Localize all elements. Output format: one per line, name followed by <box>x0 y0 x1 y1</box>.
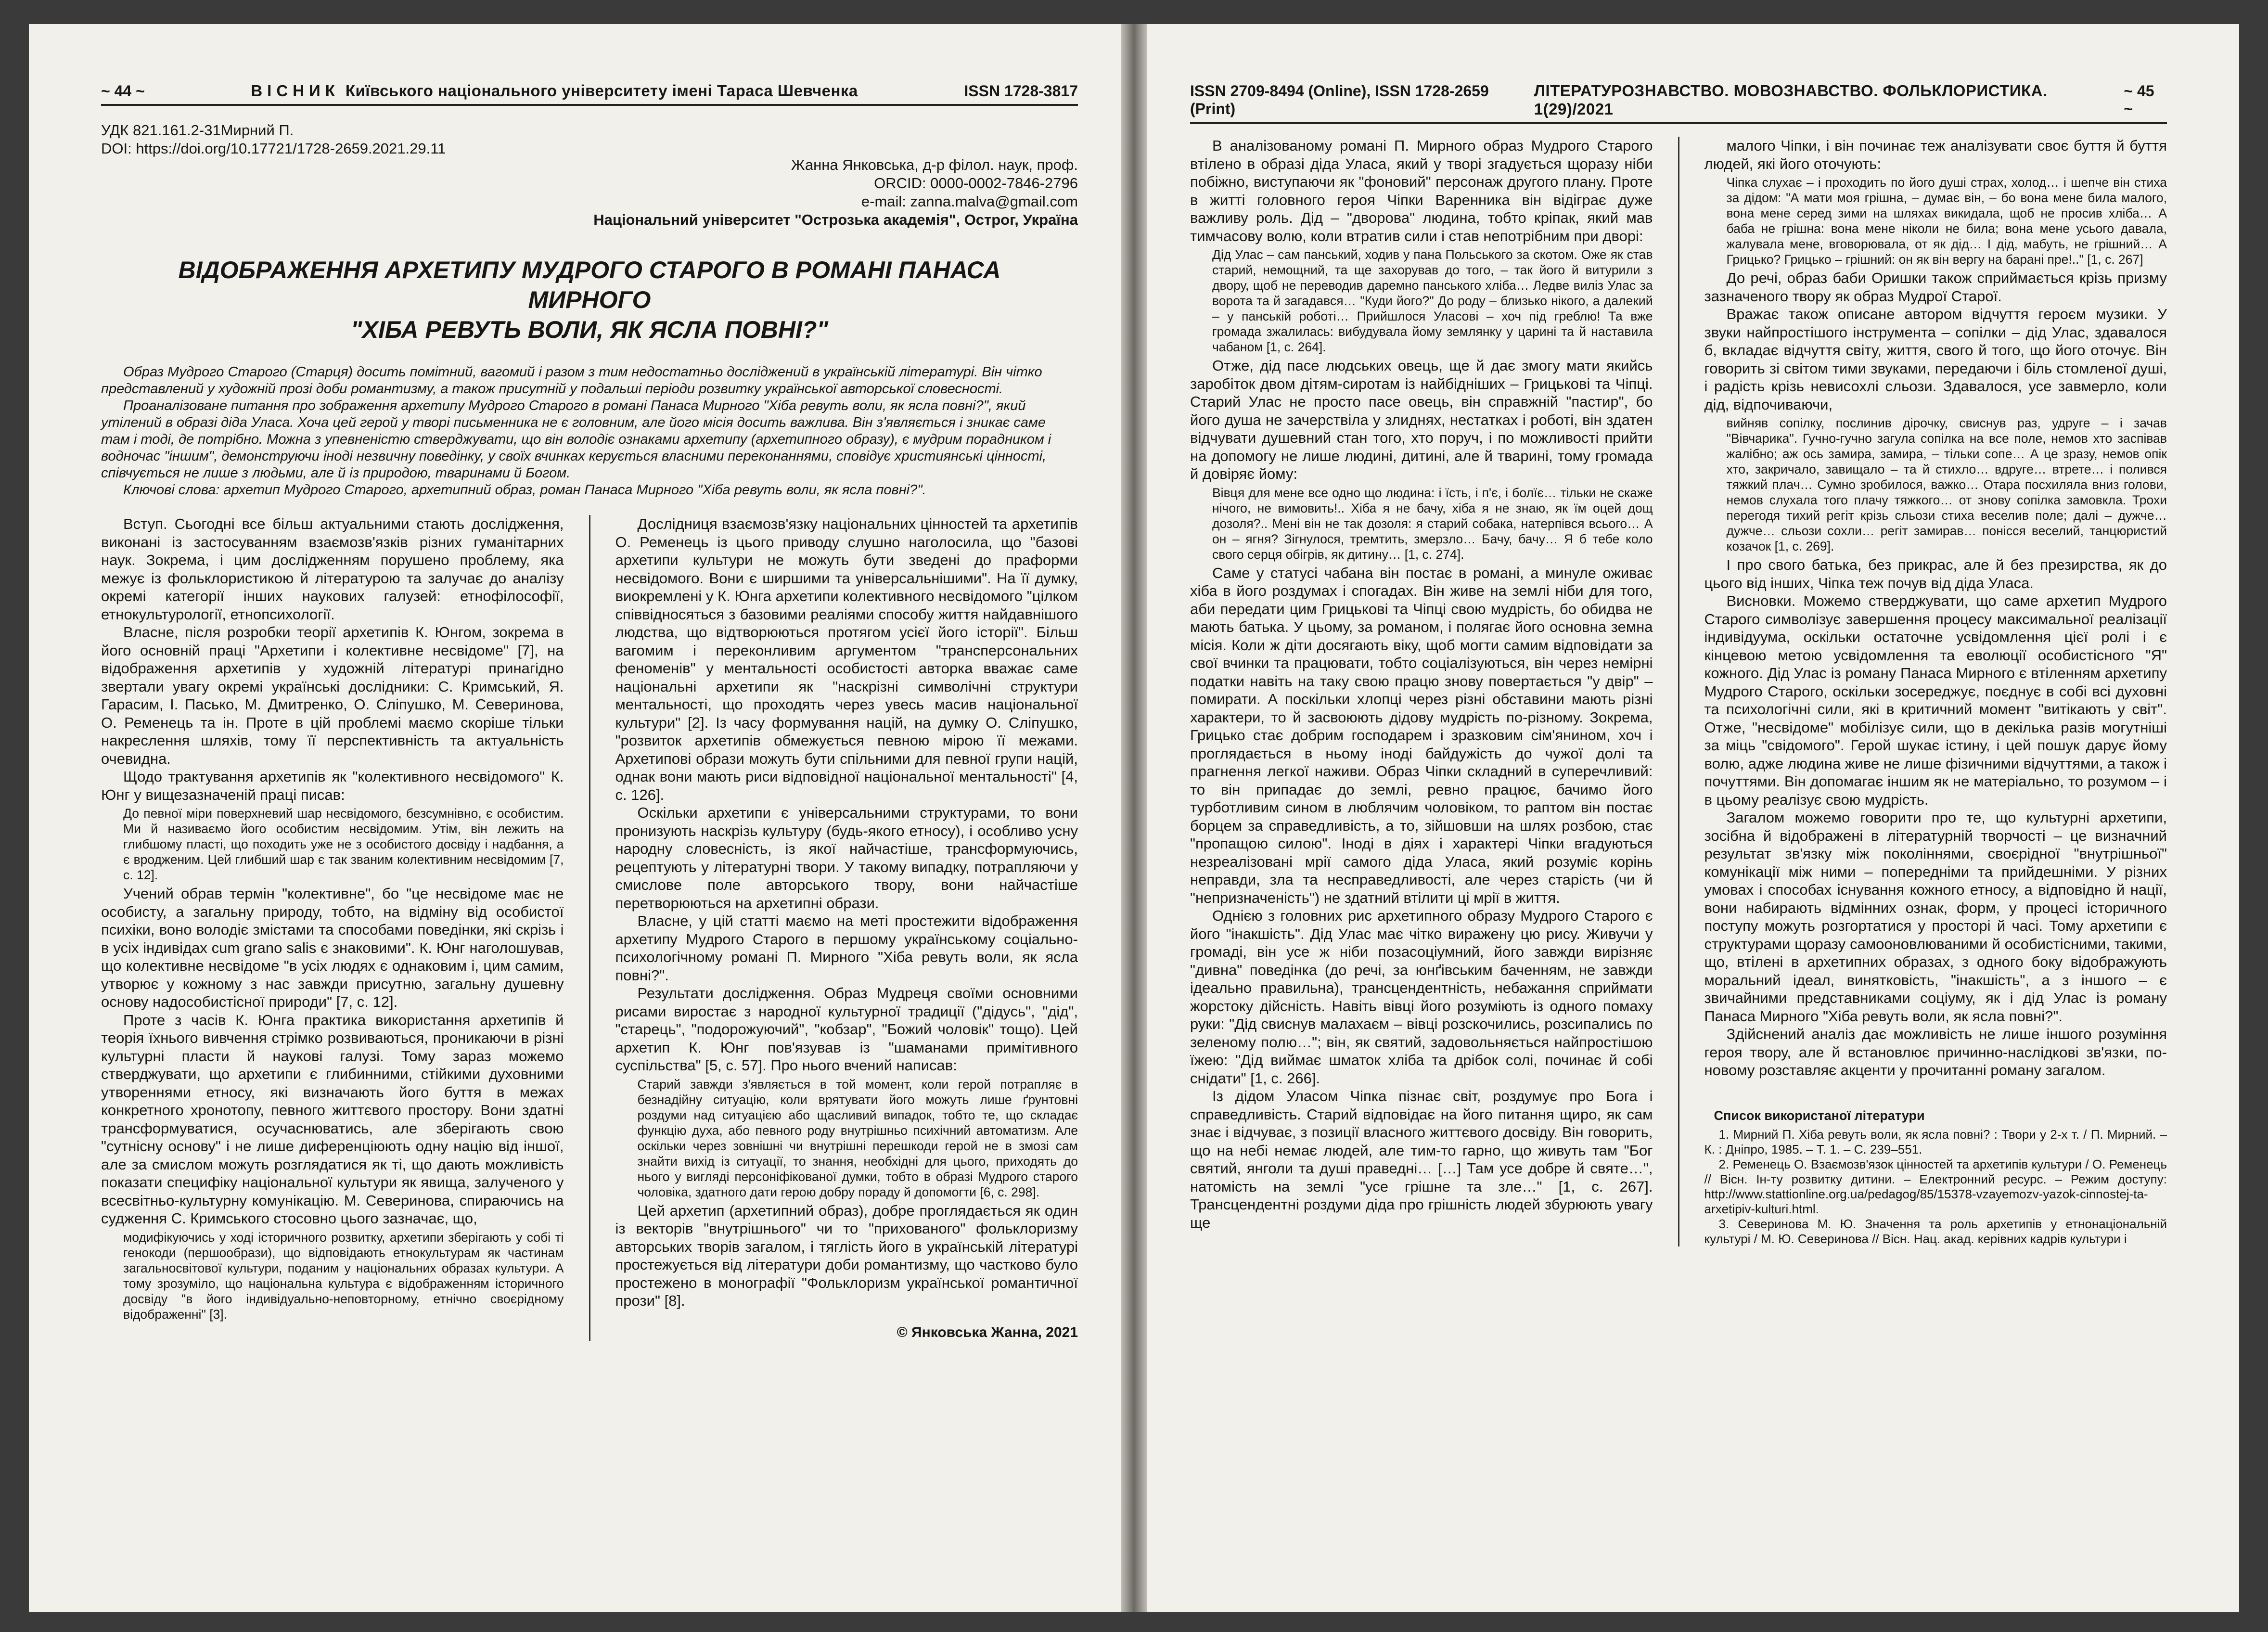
column-right-2 <box>1704 137 2167 1246</box>
body-paragraph: Вражає також описане автором відчуття героєм музики. У звуки найпростішого інструмента – сопілки – дід Улас, здавалося б, вкладає відчуття світу, життя, свого й того, що його оточує. Він говорить зі світом тими звуками, передаючи і біль стомленої душі, і радість крізь невисохлі сльози. Здавалося, усе завмерло, коли дід, відпочиваючи, <box>1704 306 2167 413</box>
body-paragraph: Дослідниця взаємозв'язку національних цінностей та архетипів О. Ременець із цього приводу слушно наголосила, що "базові архетипи культури не можуть бути зведені до праформи несвідомого. Вони є ширшими та універсальнішими". На її думку, виокремлені у К. Юнга архетипи колективного несвідомого "цілком співвідносяться з базовими реаліями способу життя найдавнішого людства, що відтворюються протягом усієї його історії". Більш вагомим і переконливим аргументом "трансперсональних феноменів" у ментальності особистості авторка вважає саме національні архетипи як "наскрізні символічні структури ментальності, що проходять через увесь масив національної культури" [2]. Із часу формування націй, на думку О. Сліпушко, "розвиток архетипів обмежується певною мірою її межами. Архетипові образи можуть бути спільними для певної групи націй, однак вони мають риси відповідної національної ментальності" [4, с. 126]. <box>615 515 1078 803</box>
body-paragraph: Однією з головних рис архетипного образу Мудрого Старого є його "інакшість". Дід Улас має чітко виражену цю рису. Живучи у громаді, він усе ж ніби позасоціумний, його завжди вирізняє "дивна" поведінка (до речі, за юнґівським баченням, не завжди ідеально правильна), трансцендентність, небажання сприймати жорстоку дійсність. Навіть вівці його розуміють із одного помаху руки: "Дід свиснув малахаєм – вівці розскочились, розсипались по зеленому полю…"; він, як святий, задовольняється найпростішою їжею: "Дід виймає шматок хліба та дрібок солі, починає й собі снідати" [1, с. 266]. <box>1190 907 1653 1087</box>
journal-title-left: ВІСНИК Київського національного університету імені Тараса Шевченка <box>251 82 858 100</box>
running-header-left <box>101 82 1078 106</box>
body-paragraph: Висновки. Можемо стверджувати, що саме архетип Мудрого Старого символізує завершення процесу максимальної реалізації індивідуума, оскільки остаточне усвідомлення цієї ролі і є кінцевою метою усвідомлення та еволюції особистісного "Я" кожного. Дід Улас із роману Панаса Мирного є втіленням архетипу Мудрого Старого, оскільки зосереджує, поєднує в собі всі духовні та психологічні сили, які в критичний момент "витікають у світ". Отже, "несвідоме" мобілізує сили, що в декілька разів могутніші за міць "свідомого". Герой шукає істину, і цей пошук дарує йому волю, адже людина живе не лише фізичними відчуттями, а також і почуттями. Він допомагає іншим як не матеріально, то розумом – і в цьому реалізує свою мудрість. <box>1704 592 2167 808</box>
reference-item: 1. Мирний П. Хіба ревуть воли, як ясла повні? : Твори у 2-х т. / П. Мирний. – К. : Дніпро, 1985. – Т. 1. – С. 239–551. <box>1704 1127 2167 1157</box>
page-number-left: ~ 44 ~ <box>101 82 145 100</box>
right-page <box>1147 24 2239 1612</box>
running-header-right <box>1190 82 2167 124</box>
block-quote: модифікуючись у ході історичного розвитку, архетипи зберігають у собі ті генокоди (першообрази), що відповідають етнокультурам як частинам загальносвітової культури, поданим у національних образах культури. А тому зрозуміло, що національна культура є відображенням історичного досвіду "в його індивідуально-неповторному, етнічно своєрідному відображенні" [3]. <box>123 1230 564 1322</box>
body-paragraph: До речі, образ баби Оришки також сприймається крізь призму зазначеного твору як образ Мудрої Старої. <box>1704 270 2167 305</box>
doi-link[interactable]: DOI: https://doi.org/10.17721/1728-2659.2021.29.11 <box>101 140 446 157</box>
author-email[interactable]: e-mail: zanna.malva@gmail.com <box>861 193 1078 210</box>
udc-code: УДК 821.161.2-31Мирний П. <box>101 122 294 139</box>
copyright: © Янковська Жанна, 2021 <box>897 1324 1078 1340</box>
body-paragraph: Цей архетип (архетипний образ), добре проглядається як один із векторів "внутрішнього" чи то "прихованого" фольклоризму авторських творів загалом, і тяглість його в українській літературі простежується від літератури доби романтизму, що частково було простежено в монографії "Фольклоризм української романтичної прози" [8]. <box>615 1202 1078 1309</box>
body-paragraph: Здійснений аналіз дає можливість не лише іншого розуміння героя твору, але й встановлює причинно-наслідкові зв'язки, по-новому розставляє акценти у прочитанні роману загалом. <box>1704 1026 2167 1079</box>
article-meta <box>101 121 1078 158</box>
body-paragraph: Щодо трактування архетипів як "колективного несвідомого" К. Юнг у вищезазначеній праці писав: <box>101 768 564 803</box>
reference-item: 2. Ременець О. Взаємозв'язок цінностей та архетипів культури / О. Ременець // Вісн. Ін-ту розвитку дитини. – Електронний ресурс. – Режим доступу: http://www.stattionline.org.ua/pedagog/85/15378-vzayemozv-yazok-cinnostej-ta-arxetipiv-kulturi.html. <box>1704 1157 2167 1216</box>
abstract <box>101 364 1078 499</box>
column-left-1 <box>101 515 564 1341</box>
journal-title-right: ЛІТЕРАТУРОЗНАВСТВО. МОВОЗНАВСТВО. ФОЛЬКЛОРИСТИКА. 1(29)/2021 <box>1534 82 2048 118</box>
references-list <box>1704 1127 2167 1246</box>
abstract-paragraph: Проаналізоване питання про зображення архетипу Мудрого Старого в романі Панаса Мирного "Хіба ревуть воли, як ясла повні?", який утілений в образі діда Уласа. Хоча цей герой у творі письменника не є головним, але його місія досить важлива. Він з'являється і зникає саме там і тоді, де потрібно. Можна з упевненістю стверджувати, що він володіє ознаками архетипу (архетипного образу), є мудрим порадником і водночас "іншим", демонструючи іноді незвичну поведінку, у своїх вчинках керується власними переконаннями, сповідує християнські цінності, співчується не лише з людьми, але й із природою, тваринами й Богом. <box>101 398 1051 481</box>
issn-right: ISSN 2709-8494 (Online), ISSN 1728-2659 (Print) <box>1190 82 1489 117</box>
block-quote: До певної міри поверхневий шар несвідомого, безсумнівно, є особистим. Ми й називаємо його особистим несвідомим. Утім, він лежить на глибшому пласті, що походить уже не з особистого досвіду і надбання, а є вродженим. Цей глибший шар є так званим колективним несвідомим [7, с. 12]. <box>123 806 564 882</box>
abstract-paragraph: Образ Мудрого Старого (Старця) досить помітний, вагомий і разом з тим недостатньо досліджений в українській літературі. Він чітко представлений у художній прозі доби романтизму, а також присутній у подальші періоди розвитку української авторської словесності. <box>101 364 1042 397</box>
column-divider <box>1678 137 1679 1246</box>
body-paragraph: Саме у статусі чабана він постає в романі, а минуле оживає хіба в його роздумах і спогадах. Він живе на землі ніби для того, аби передати цим Грицькові та Чіпці свою мудрість, бо обидва не мають батька. У цьому, за романом, і полягає його основна земна місія. Коли ж діти досягають віку, щоб могти самим відповідати за свої вчинки та працювати, тобто соціалізуються, він через немірні податки навіть на таку свою працю знову повертається "у двір" – помирати. А поскільки хлопці через різні обставини мають різні характери, то й засвоюють дідову мудрість по-різному. Зокрема, Грицько стає добрим господарем і зразковим сім'янином, хоч і проглядається в ньому іноді байдужість до чужої долі та прагнення легкої наживи. Образ Чіпки складний в суперечливий: то він припадає до землі, ревно працює, бачимо його турботливим сином в люблячим чоловіком, то раптом він постає борцем за справедливість, а то, зійшовши на шлях розбою, стає "пропащою силою". Іноді в діях і характері Чіпки вгадуються незреалізовані мрії самого діда Уласа, який розуміє корінь неправди, зла та несправедливості, але через старість (чи й "непризначеність") не здатний втілити ці мрії в життя. <box>1190 564 1653 906</box>
body-columns-right <box>1190 137 2167 1246</box>
article-title: ВІДОБРАЖЕННЯ АРХЕТИПУ МУДРОГО СТАРОГО В РОМАНІ ПАНАСА МИРНОГО "ХІБА РЕВУТЬ ВОЛИ, ЯК ЯСЛА ПОВНІ?" <box>178 257 1001 343</box>
author-affiliation: Національний університет "Острозька академія", Острог, Україна <box>593 211 1078 228</box>
body-paragraph: В аналізованому романі П. Мирного образ Мудрого Старого втілено в образі діда Уласа, який у творі згадується щоразу ніби побіжно, виступаючи як "фоновий" персонаж другого плану. Проте в житті головного героя Чіпки Варенника він відіграє дуже важливу роль. Дід – "дворова" людина, тобто кріпак, який мав тимчасову волю, коли втратив сили і став непотрібним при дворі: <box>1190 137 1653 244</box>
column-left-2 <box>615 515 1078 1341</box>
author-name: Жанна Янковська, д-р філол. наук, проф. <box>791 156 1078 173</box>
body-paragraph: Вступ. Сьогодні все більш актуальними стають дослідження, виконані із застосуванням взаємозв'язків різних гуманітарних наук. Зокрема, і цим дослідженням порушено проблему, яка межує із фольклористикою й літературою та залучає до аналізу окремі категорії інших наукових галузей: етнофілософії, етнокультурології, етнопсихології. <box>101 515 564 623</box>
body-paragraph: І про свого батька, без прикрас, але й без презирства, як до цього від інших, Чіпка теж почув від діда Уласа. <box>1704 556 2167 591</box>
body-paragraph: Власне, після розробки теорії архетипів К. Юнгом, зокрема в його основній праці "Архетипи і колективне несвідоме" [7], на відображення архетипів у художній літературі принагідно звертали увагу окремі українські дослідники: С. Кримський, Я. Гарасим, І. Пасько, М. Дмитренко, О. Сліпушко, М. Северинова, О. Ременець та ін. Проте в цій проблемі маємо скоріше тільки накреслення шляхів, тому її перспективність та актуальність очевидна. <box>101 624 564 767</box>
reference-item: 3. Северинова М. Ю. Значення та роль архетипів у етнонаціональній культурі / М. Ю. Северинова // Вісн. Нац. акад. керівних кадрів культури і <box>1704 1216 2167 1246</box>
block-quote: вийняв сопілку, послинив дірочку, свиснув раз, удруге – і зачав "Вівчарика". Гучно-гучно загула сопілка на все поле, немов хто заспівав жалібно; аж ось замира, замира, – тільки сопе… А це зразу, немов опік хто, закричало, завищало – та й стихло… вдруге… втрете… і полився тяжкий плач… Сумно зробилося, важко… Отара посхиляла вниз голови, немов слухала того плачу тяжкого… от знову сопілка замовкла. Трохи перегодя тихий регіт крізь сльози стиха веселив поле; далі – дужче… дужче… сльози сохли… регіт замирав… понісся веселий, танцюристий козачок [1, с. 269]. <box>1726 416 2167 553</box>
body-paragraph: Загалом можемо говорити про те, що культурні архетипи, зосібна й відображені в літературній творчості – це визначний результат зв'язку між поколіннями, своєрідної "внутрішньої" комунікації між ними – попередніми та прийдешніми. У різних умовах і способах існування кожного етносу, а відповідно й нації, вони набирають відмінних ознак, форм, у процесі історичного поступу можуть розгортатися у просторі й часі. Тому архетипи є структурами щоразу самооновлюваними й особистісними, такими, що, втілені в архетипних образах, з одного боку відображують моральний ідеал, винятковість, "інакшість", а з іншого – є звичайними представниками соціуму, як і дід Улас із роману Панаса Мирного "Хіба ревуть воли, як ясла повні?". <box>1704 809 2167 1025</box>
block-quote: Чіпка слухає – і проходить по його душі страх, холод… і шепче він стиха за дідом: "А мати моя грішна, – думає він, – бо вона мене била малого, вона мене серед зими на шляхах викидала, щоб не просив хліба… А баба не грішна: вона мене ніколи не била; вона мене усього давала, жалувала мене, вговорювала, от як дід… І дід, мабуть, не грішний… А Грицько? Грицько – грішний: он як він вергу на барані пре!.." [1, с. 267] <box>1726 175 2167 267</box>
block-quote: Дід Улас – сам панський, ходив у пана Польського за скотом. Оже як став старий, немощний, та ще захорував до того, – так його й витурили з двору, щоб не переводив даремно панського хліба… Ледве виліз Улас за ворота та й загадався… "Куди його?" До роду – близько нікого, а далекий – у панській роботі… Прийшлося Уласові – хоч під греблю! Та вже громада зжалилась: вибудувала йому землянку у царині та й наставила чабаном [1, с. 264]. <box>1212 247 1653 354</box>
body-paragraph: Оскільки архетипи є універсальними структурами, то вони пронизують наскрізь культуру (будь-якого етносу), і особливо усну народну словесність, із якої найчастіше, трансформуючись, рецептують у літературні твори. У такому випадку, потрапляючи у смислове поле авторського твору, вони найчастіше перетворюються на архетипні образи. <box>615 804 1078 912</box>
page-number-right: ~ 45 ~ <box>2124 82 2154 117</box>
column-divider <box>589 515 590 1341</box>
body-paragraph: Учений обрав термін "колективне", бо "це несвідоме має не особисту, а загальну природу, тобто, на відміну від особистої психіки, воно володіє змістами та способами поведінки, які скрізь і в усіх індивідах cum grano salis є знаковими". К. Юнг наголошував, що колективне несвідоме "в усіх людях є однаковим і, цим самим, утворює у кожному з нас завжди присутню, загальну душевну основу надособистісної природи" [7, с. 12]. <box>101 885 564 1010</box>
body-paragraph: малого Чіпки, і він починає теж аналізувати своє буття й буття людей, які його оточують: <box>1704 137 2167 172</box>
column-right-1 <box>1190 137 1653 1246</box>
body-paragraph: Результати дослідження. Образ Мудреця своїми основними рисами виростає з народної культурної традиції ("дідусь", "дід", "старець", "подорожуючий", "кобзар", "Божий чоловік" тощо). Цей архетип К. Юнг пов'язував із "шаманами примітивного суспільства" [5, с. 57]. Про нього вчений написав: <box>615 985 1078 1074</box>
body-columns-left <box>101 515 1078 1341</box>
references-title: Список використаної літератури <box>1714 1108 1925 1123</box>
body-paragraph: Проте з часів К. Юнга практика використання архетипів й теорія їхнього вивчення стрімко розвиваються, проникаючи в різні культурні пласти й наукові галузі. Тому зараз можемо стверджувати, що архетипи є глибинними, стійкими духовними утвореннями етносу, які визначають його буття в межах конкретного хронотопу, певного життєвого простору. Вони здатні трансформуватися, осучаснюватись, але зберігають свою "сутнісну основу" і не лише диференціюють одну націю від іншої, але за смислом можуть розглядатися як ті, що дають можливість показати специфіку національної культури як явища, залученого у всесвітньо-культурну комунікацію. М. Северинова, спираючись на судження С. Кримського стосовно цього зазначає, що, <box>101 1011 564 1227</box>
book-gutter <box>1121 24 1147 1612</box>
author-orcid: ORCID: 0000-0002-7846-2796 <box>874 175 1078 192</box>
keywords: Ключові слова: архетип Мудрого Старого, архетипний образ, роман Панаса Мирного "Хіба ревуть воли, як ясла повні?". <box>123 482 926 498</box>
issn-left: ISSN 1728-3817 <box>964 82 1078 100</box>
body-paragraph: Із дідом Уласом Чіпка пізнає світ, роздумує про Бога і справедливість. Старий відповідає на його питання щиро, як сам знає і відчуває, з позиції власного життєвого досвіду. Він говорить, що на небі немає людей, але тим-то гарно, що живуть там "Бог святий, янголи та душі праведні… […] Там усе добре й святе…", натомість на землі "усе грішне та зле…" [1, с. 267]. Трансцендентні роздуми діда про грішність людей збурюють увагу ще <box>1190 1088 1653 1231</box>
block-quote: Вівця для мене все одно що людина: і їсть, і п'є, і болїє… тільки не скаже нічого, не вимовить!.. Хіба я не бачу, хіба я не знаю, як їм оцей дощ дозоля?.. Мені він не так дозоля: я старий собака, натерпівся всього… А он – ягня? Зігнулося, тремтить, змерзло… Бачу, бачу… Я б тебе коло свого серця обігрів, як дитину… [1, с. 274]. <box>1212 485 1653 562</box>
body-paragraph: Власне, у цій статті маємо на меті простежити відображення архетипу Мудрого Старого в першому українському соціально-психологічному романі П. Мирного "Хіба ревуть воли, як ясла повні?". <box>615 912 1078 984</box>
author-block <box>101 156 1078 229</box>
block-quote: Старий завжди з'являється в той момент, коли герой потрапляє в безнадійну ситуацію, коли врятувати його можуть лише ґрунтовні роздуми над ситуацією або щасливий випадок, тобто те, що складає функцію духа, або певного роду внутрішньо психічний автоматизм. Але оскільки через зовнішні чи внутрішні перешкоди герой не в змозі сам знайти вихід із ситуації, то знання, необхідні для цього, приходять до нього у вигляді персоніфікованої думки, тобто в образі Мудрого старого чоловіка, здатного дати герою добру пораду й допомогти [6, с. 298]. <box>637 1077 1078 1199</box>
left-page <box>29 24 1121 1612</box>
body-paragraph: Отже, дід пасе людських овець, ще й дає змогу мати якийсь заробіток двом дітям-сиротам із найбідніших – Грицькові та Чіпці. Старий Улас не просто пасе овець, він справжній "пастир", бо його душа не зачерствіла у злиднях, нестатках і роботі, він здатен відчувати душевний стан того, хто поруч, і по можливості прийти на допомогу не лише людині, дитині, але й тварині, тому громада й довіряє йому: <box>1190 357 1653 482</box>
